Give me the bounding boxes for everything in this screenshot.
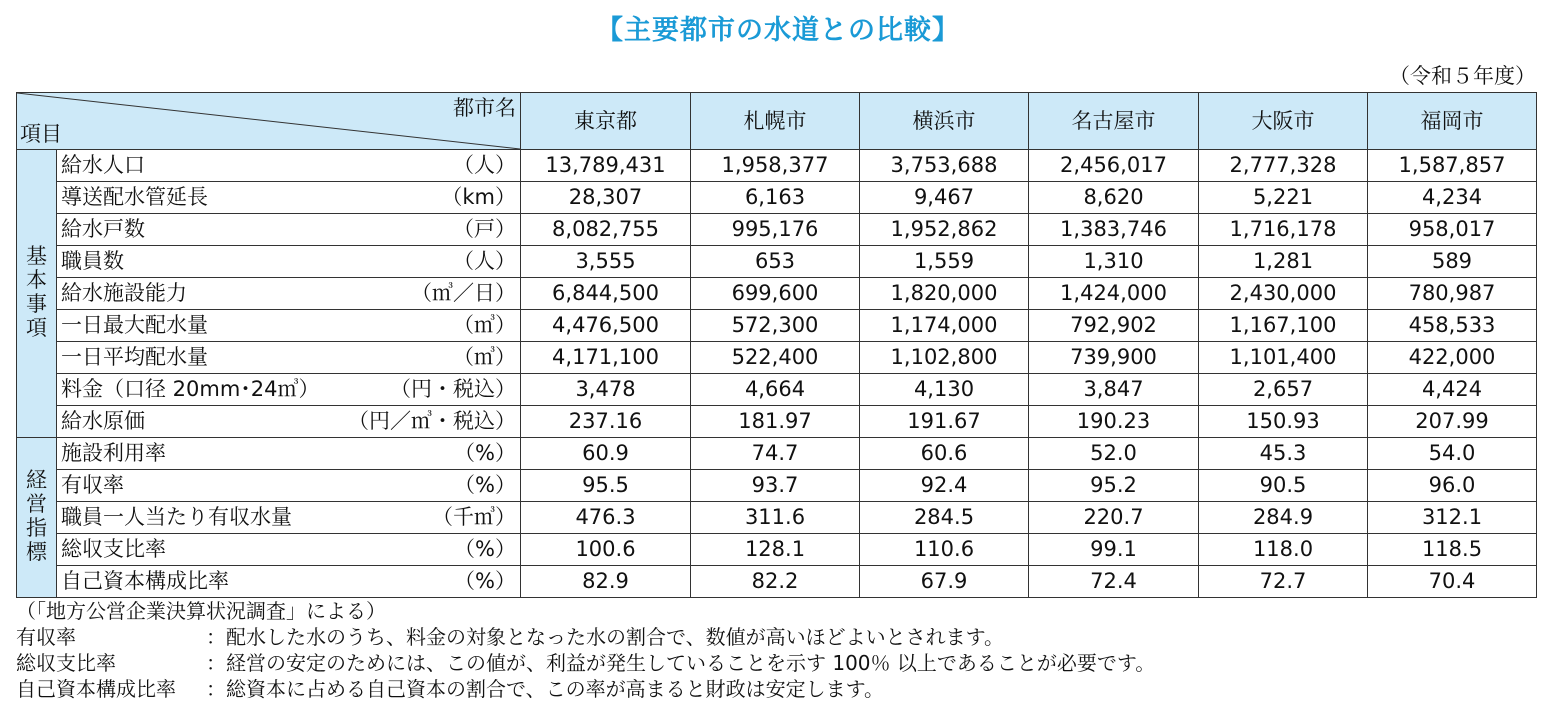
city-header: 東京都 (521, 93, 691, 150)
value-cell: 4,171,100 (521, 342, 691, 374)
diagonal-divider (17, 93, 520, 149)
item-cell (57, 342, 521, 374)
value-cell: 4,234 (1368, 182, 1537, 214)
item-name: 給水戸数 (61, 217, 145, 241)
value-cell: 792,902 (1029, 310, 1199, 342)
note-term: 総収支比率 (16, 651, 116, 675)
value-cell: 220.7 (1029, 502, 1199, 534)
city-header: 福岡市 (1368, 93, 1537, 150)
value-cell: 110.6 (860, 534, 1029, 566)
item-unit: （㎥） (453, 313, 516, 337)
value-cell: 92.4 (860, 470, 1029, 502)
city-header: 札幌市 (691, 93, 860, 150)
value-cell: 181.97 (691, 406, 860, 438)
value-cell: 118.0 (1199, 534, 1368, 566)
value-cell: 237.16 (521, 406, 691, 438)
group-label-cell (17, 150, 57, 438)
item-cell (57, 374, 521, 406)
item-name: 自己資本構成比率 (61, 569, 229, 593)
value-cell: 2,777,328 (1199, 150, 1368, 182)
value-cell: 28,307 (521, 182, 691, 214)
item-name: 有収率 (61, 473, 124, 497)
value-cell: 2,430,000 (1199, 278, 1368, 310)
note-row (16, 624, 1155, 650)
item-unit: （㎥／日） (411, 281, 516, 305)
value-cell: 458,533 (1368, 310, 1537, 342)
city-name-label: 都市名 (453, 96, 516, 120)
item-name: 一日平均配水量 (61, 345, 208, 369)
value-cell: 995,176 (691, 214, 860, 246)
value-cell: 150.93 (1199, 406, 1368, 438)
city-header: 大阪市 (1199, 93, 1368, 150)
item-unit: （人） (453, 153, 516, 177)
value-cell: 45.3 (1199, 438, 1368, 470)
value-cell: 9,467 (860, 182, 1029, 214)
group-label-cell (17, 438, 57, 598)
item-name: 施設利用率 (61, 441, 166, 465)
item-cell (57, 182, 521, 214)
value-cell: 93.7 (691, 470, 860, 502)
table-body (17, 150, 1537, 598)
item-unit: （千㎥） (432, 505, 516, 529)
value-cell: 74.7 (691, 438, 860, 470)
value-cell: 3,478 (521, 374, 691, 406)
group-label: 基本事項 (26, 243, 47, 340)
value-cell: 1,958,377 (691, 150, 860, 182)
header-row (17, 93, 1537, 150)
value-cell: 1,820,000 (860, 278, 1029, 310)
fiscal-year-note: （令和５年度） (1389, 64, 1536, 88)
item-unit: （人） (453, 249, 516, 273)
item-label: 項目 (20, 122, 62, 146)
item-unit: （%） (454, 441, 516, 465)
value-cell: 207.99 (1368, 406, 1537, 438)
item-cell (57, 246, 521, 278)
note-description: ：総資本に占める自己資本の割合で、この率が高まると財政は安定します。 (206, 677, 884, 701)
value-cell: 95.5 (521, 470, 691, 502)
note-term: 自己資本構成比率 (16, 677, 176, 701)
note-row (16, 676, 1155, 702)
item-cell (57, 406, 521, 438)
note-description: ：経営の安定のためには、この値が、利益が発生していることを示す 100％ 以上であることが必要です。 (206, 651, 1156, 675)
value-cell: 780,987 (1368, 278, 1537, 310)
item-unit: （戸） (453, 217, 516, 241)
item-name: 導送配水管延長 (61, 185, 208, 209)
item-unit: （%） (454, 473, 516, 497)
item-unit: （円／㎥・税込） (348, 409, 516, 433)
value-cell: 118.5 (1368, 534, 1537, 566)
table-row (17, 502, 1537, 534)
item-cell (57, 310, 521, 342)
item-cell (57, 470, 521, 502)
value-cell: 54.0 (1368, 438, 1537, 470)
value-cell: 311.6 (691, 502, 860, 534)
value-cell: 3,847 (1029, 374, 1199, 406)
table-row (17, 278, 1537, 310)
item-cell (57, 566, 521, 598)
value-cell: 99.1 (1029, 534, 1199, 566)
value-cell: 60.6 (860, 438, 1029, 470)
value-cell: 422,000 (1368, 342, 1537, 374)
value-cell: 1,952,862 (860, 214, 1029, 246)
value-cell: 284.5 (860, 502, 1029, 534)
table-row (17, 150, 1537, 182)
value-cell: 52.0 (1029, 438, 1199, 470)
value-cell: 82.9 (521, 566, 691, 598)
item-cell (57, 502, 521, 534)
item-unit: （%） (454, 537, 516, 561)
value-cell: 4,664 (691, 374, 860, 406)
value-cell: 589 (1368, 246, 1537, 278)
table-row (17, 246, 1537, 278)
value-cell: 284.9 (1199, 502, 1368, 534)
item-cell (57, 534, 521, 566)
value-cell: 6,163 (691, 182, 860, 214)
item-cell (57, 278, 521, 310)
page-title: 【主要都市の水道との比較】 (596, 15, 960, 46)
item-name: 給水人口 (61, 153, 145, 177)
value-cell: 5,221 (1199, 182, 1368, 214)
value-cell: 4,130 (860, 374, 1029, 406)
note-row (16, 650, 1155, 676)
value-cell: 72.7 (1199, 566, 1368, 598)
table-row (17, 342, 1537, 374)
value-cell: 191.67 (860, 406, 1029, 438)
item-name: 給水原価 (61, 409, 145, 433)
value-cell: 2,456,017 (1029, 150, 1199, 182)
value-cell: 3,753,688 (860, 150, 1029, 182)
value-cell: 1,281 (1199, 246, 1368, 278)
city-header: 名古屋市 (1029, 93, 1199, 150)
footnotes (16, 598, 1155, 702)
item-name: 職員数 (61, 249, 124, 273)
value-cell: 2,657 (1199, 374, 1368, 406)
table-row (17, 406, 1537, 438)
value-cell: 739,900 (1029, 342, 1199, 374)
value-cell: 572,300 (691, 310, 860, 342)
item-name: 職員一人当たり有収水量 (61, 505, 292, 529)
value-cell: 82.2 (691, 566, 860, 598)
value-cell: 522,400 (691, 342, 860, 374)
value-cell: 72.4 (1029, 566, 1199, 598)
value-cell: 1,424,000 (1029, 278, 1199, 310)
value-cell: 312.1 (1368, 502, 1537, 534)
item-name: 一日最大配水量 (61, 313, 208, 337)
value-cell: 1,167,100 (1199, 310, 1368, 342)
table-row (17, 534, 1537, 566)
value-cell: 96.0 (1368, 470, 1537, 502)
value-cell: 190.23 (1029, 406, 1199, 438)
value-cell: 100.6 (521, 534, 691, 566)
value-cell: 70.4 (1368, 566, 1537, 598)
item-name: 総収支比率 (61, 537, 166, 561)
group-label: 経営指標 (26, 467, 47, 564)
value-cell: 1,383,746 (1029, 214, 1199, 246)
city-header: 横浜市 (860, 93, 1029, 150)
value-cell: 13,789,431 (521, 150, 691, 182)
table-row (17, 470, 1537, 502)
value-cell: 1,310 (1029, 246, 1199, 278)
item-cell (57, 438, 521, 470)
item-unit: （km） (441, 185, 516, 209)
item-name: 給水施設能力 (61, 281, 187, 305)
table-row (17, 182, 1537, 214)
value-cell: 4,476,500 (521, 310, 691, 342)
value-cell: 6,844,500 (521, 278, 691, 310)
value-cell: 958,017 (1368, 214, 1537, 246)
value-cell: 476.3 (521, 502, 691, 534)
comparison-table (16, 92, 1537, 598)
value-cell: 8,620 (1029, 182, 1199, 214)
value-cell: 8,082,755 (521, 214, 691, 246)
table-row (17, 566, 1537, 598)
value-cell: 1,587,857 (1368, 150, 1537, 182)
value-cell: 1,101,400 (1199, 342, 1368, 374)
note-term: 有収率 (16, 625, 76, 649)
item-name: 料金（口径 20mm･24㎥） (61, 377, 320, 401)
item-cell (57, 214, 521, 246)
item-unit: （円・税込） (390, 377, 516, 401)
note-description: ：配水した水のうち、料金の対象となった水の割合で、数値が高いほどよいとされます。 (206, 625, 1004, 649)
table-row (17, 438, 1537, 470)
value-cell: 95.2 (1029, 470, 1199, 502)
value-cell: 699,600 (691, 278, 860, 310)
table-row (17, 374, 1537, 406)
value-cell: 4,424 (1368, 374, 1537, 406)
table-row (17, 214, 1537, 246)
item-unit: （%） (454, 569, 516, 593)
value-cell: 653 (691, 246, 860, 278)
value-cell: 1,559 (860, 246, 1029, 278)
value-cell: 60.9 (521, 438, 691, 470)
source-note: （「地方公営企業決算状況調査」による） (16, 599, 386, 623)
value-cell: 90.5 (1199, 470, 1368, 502)
value-cell: 3,555 (521, 246, 691, 278)
item-cell (57, 150, 521, 182)
value-cell: 1,102,800 (860, 342, 1029, 374)
value-cell: 1,716,178 (1199, 214, 1368, 246)
header-corner-cell (17, 93, 521, 150)
value-cell: 128.1 (691, 534, 860, 566)
table-row (17, 310, 1537, 342)
value-cell: 1,174,000 (860, 310, 1029, 342)
item-unit: （㎥） (453, 345, 516, 369)
value-cell: 67.9 (860, 566, 1029, 598)
